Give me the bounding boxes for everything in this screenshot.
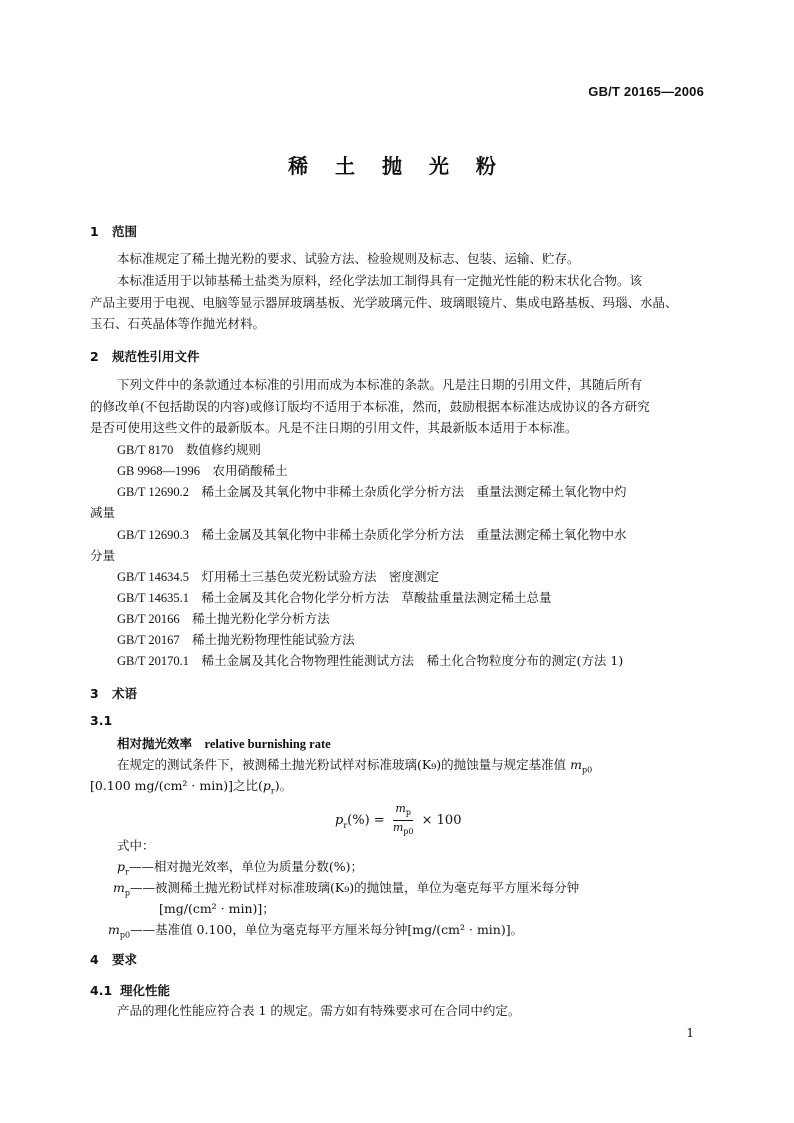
reference-title: 稀土金属及其化合物物理性能测试方法 稀土化合物粒度分布的测定(方法 1) bbox=[201, 653, 624, 668]
formula-numerator bbox=[393, 802, 414, 821]
definition-line-2 bbox=[90, 775, 292, 802]
document-title: 稀 土 抛 光 粉 bbox=[288, 154, 506, 178]
standard-code: GB/T 20165—2006 bbox=[588, 84, 704, 99]
section-title: 范围 bbox=[112, 224, 138, 239]
var-symbol: m bbox=[113, 880, 125, 895]
var-symbol: p bbox=[117, 859, 126, 874]
var-desc: ——被测稀土抛光粉试样对标准玻璃(K₉)的抛蚀量，单位为毫克每平方厘米每分钟 bbox=[129, 880, 580, 895]
reference-continuation: 分量 bbox=[90, 548, 116, 563]
variable-definition bbox=[108, 919, 523, 946]
variable: m bbox=[570, 757, 582, 772]
section-1-heading bbox=[90, 222, 137, 240]
definition-text: )。 bbox=[274, 778, 293, 793]
var-sub: p0 bbox=[119, 930, 131, 940]
reference-item bbox=[117, 566, 439, 588]
reference-item bbox=[117, 481, 627, 503]
reference-item bbox=[117, 587, 552, 609]
term-english: relative burnishing rate bbox=[204, 737, 331, 751]
reference-code: GB/T 20170.1 bbox=[117, 654, 189, 668]
reference-code: GB/T 8170 bbox=[117, 443, 174, 457]
variable: p bbox=[262, 778, 271, 793]
section-4-heading bbox=[90, 950, 137, 968]
reference-item bbox=[117, 608, 330, 630]
reference-item bbox=[117, 460, 288, 482]
variable-subscript: p0 bbox=[581, 765, 593, 775]
reference-continuation: 减量 bbox=[90, 505, 116, 520]
reference-title: 灯用稀土三基色荧光粉试验方法 密度测定 bbox=[201, 569, 440, 584]
where-label: 式中： bbox=[117, 838, 155, 853]
reference-code: GB 9968—1996 bbox=[117, 464, 200, 478]
s1-paragraph-2-line-2: 产品主要用于电视、电脑等显示器屏玻璃基板、光学玻璃元件、玻璃眼镜片、集成电路基板、玛瑙、水晶、 bbox=[90, 295, 678, 310]
s4-paragraph-1: 产品的理化性能应符合表 1 的规定。需方如有特殊要求可在合同中约定。 bbox=[117, 1003, 521, 1018]
reference-code: GB/T 14635.1 bbox=[117, 591, 189, 605]
s1-paragraph-1: 本标准规定了稀土抛光粉的要求、试验方法、检验规则及标志、包装、运输、贮存。 bbox=[117, 251, 580, 266]
reference-code: GB/T 14634.5 bbox=[117, 570, 189, 584]
subsection-number: 3.1 bbox=[90, 713, 113, 728]
var-symbol: m bbox=[108, 922, 120, 937]
formula bbox=[335, 802, 461, 839]
s2-intro-line-3: 是否可使用这些文件的最新版本。凡是不注日期的引用文件，其最新版本适用于本标准。 bbox=[90, 420, 578, 435]
formula-lhs-unit: (%) = bbox=[347, 813, 385, 829]
variable-definition-continuation: [mg/(cm² · min)]； bbox=[159, 901, 275, 916]
subsection-3-1-number bbox=[90, 713, 112, 728]
reference-title: 稀土金属及其氧化物中非稀土杂质化学分析方法 重量法测定稀土氧化物中灼 bbox=[201, 484, 627, 499]
section-title: 规范性引用文件 bbox=[112, 349, 200, 364]
subsection-4-1-heading bbox=[90, 981, 170, 999]
subsection-title: 理化性能 bbox=[120, 983, 171, 998]
s2-intro-line-2: 的修改单(不包括勘误的内容)或修订版均不适用于本标准，然而，鼓励根据本标准达成协议的各方研究 bbox=[90, 399, 650, 414]
s1-paragraph-2-line-1: 本标准适用于以铈基稀土盐类为原料，经化学法加工制得具有一定抛光性能的粉末状化合物。该 bbox=[117, 273, 643, 288]
formula-fraction bbox=[393, 802, 414, 839]
section-3-heading bbox=[90, 684, 137, 702]
formula-lhs-sub: r bbox=[343, 820, 348, 830]
numerator-sub: p bbox=[405, 808, 411, 818]
reference-code: GB/T 12690.3 bbox=[117, 528, 189, 542]
denominator-sub: p0 bbox=[403, 827, 414, 837]
subsection-number: 4.1 bbox=[90, 983, 113, 998]
s2-intro-line-1: 下列文件中的条款通过本标准的引用而成为本标准的条款。凡是注日期的引用文件，其随后所有 bbox=[117, 377, 643, 392]
formula-denominator bbox=[393, 821, 414, 839]
var-sub: r bbox=[125, 867, 129, 877]
section-2-heading bbox=[90, 347, 200, 365]
formula-multiplier: × 100 bbox=[421, 813, 462, 829]
var-desc: ——基准值 0.100，单位为毫克每平方厘米每分钟[mg/(cm² · min)]。 bbox=[130, 922, 524, 937]
definition-text: 在规定的测试条件下，被测稀土抛光粉试样对标准玻璃(K₉)的抛蚀量与规定基准值 bbox=[117, 757, 567, 772]
section-number: 1 bbox=[90, 224, 99, 239]
reference-title: 数值修约规则 bbox=[185, 442, 261, 457]
denominator-var: m bbox=[392, 821, 404, 835]
term-chinese: 相对抛光效率 bbox=[117, 736, 193, 751]
section-title: 术语 bbox=[112, 686, 138, 701]
section-title: 要求 bbox=[112, 952, 138, 967]
reference-code: GB/T 20167 bbox=[117, 633, 180, 647]
reference-title: 稀土抛光粉化学分析方法 bbox=[192, 611, 330, 626]
var-sub: p bbox=[124, 888, 130, 898]
reference-title: 稀土金属及其氧化物中非稀土杂质化学分析方法 重量法测定稀土氧化物中水 bbox=[201, 527, 627, 542]
reference-item bbox=[117, 629, 355, 651]
definition-text: [0.100 mg/(cm² · min)]之比( bbox=[90, 778, 263, 793]
var-desc: ——相对抛光效率，单位为质量分数(%)； bbox=[128, 859, 363, 874]
reference-code: GB/T 20166 bbox=[117, 612, 180, 626]
reference-title: 稀土抛光粉物理性能试验方法 bbox=[192, 632, 355, 647]
numerator-var: m bbox=[395, 802, 406, 815]
section-number: 4 bbox=[90, 952, 99, 967]
reference-code: GB/T 12690.2 bbox=[117, 485, 189, 499]
reference-title: 稀土金属及其化合物化学分析方法 草酸盐重量法测定稀土总量 bbox=[201, 590, 552, 605]
reference-item bbox=[117, 439, 261, 461]
formula-lhs-var: p bbox=[335, 813, 344, 829]
reference-item bbox=[117, 524, 627, 546]
page-number: 1 bbox=[686, 1026, 694, 1040]
reference-item bbox=[117, 650, 623, 672]
reference-title: 农用硝酸稀土 bbox=[212, 463, 288, 478]
s1-paragraph-2-line-3: 玉石、石英晶体等作抛光材料。 bbox=[90, 316, 266, 331]
term-entry bbox=[117, 733, 331, 755]
section-number: 2 bbox=[90, 349, 99, 364]
section-number: 3 bbox=[90, 686, 99, 701]
variable-subscript: r bbox=[270, 786, 275, 796]
